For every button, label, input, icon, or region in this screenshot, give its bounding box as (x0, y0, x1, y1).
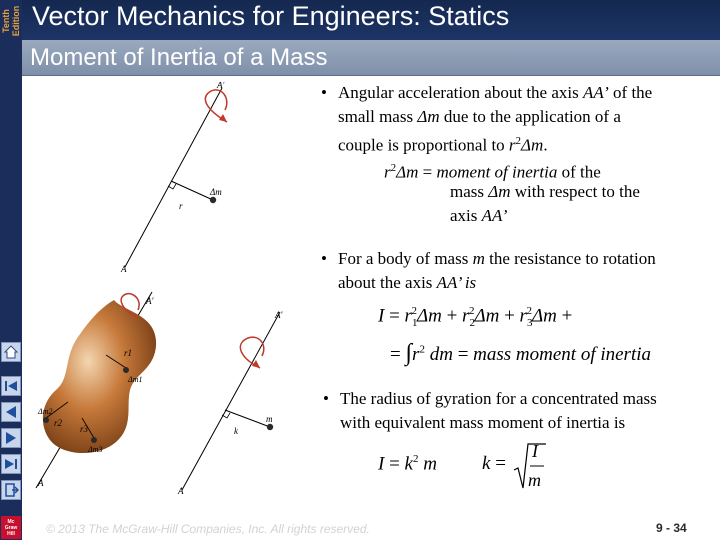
axis-mass-figure (115, 82, 275, 274)
moment-of-inertia-definition: $r^2\Delta m$ = moment of inertia of the (384, 162, 601, 182)
definition-line-3: axis AA’ (450, 206, 508, 225)
next-page-button[interactable] (1, 428, 21, 448)
slide-subtitle: Moment of Inertia of a Mass (30, 44, 328, 71)
home-button[interactable] (1, 342, 21, 362)
m3-label: Δm3 (88, 445, 103, 454)
gyration-figure (176, 310, 296, 496)
gyration-mass-label: m (266, 414, 273, 424)
previous-page-icon (3, 404, 19, 420)
exit-button[interactable] (1, 480, 21, 500)
gyration-denominator: m (528, 470, 541, 490)
body-axis-top-label: A′ (146, 296, 154, 306)
exit-icon (3, 482, 19, 498)
copyright-text: © 2013 The McGraw-Hill Companies, Inc. All rights reserved. (46, 522, 370, 536)
bullet-angular-acceleration: • Angular acceleration about the axis AA’ of the small mass Δm due to the application of a couple is proportional to $r^2\Delta m$. (321, 83, 653, 155)
m2-label: Δm2 (38, 407, 53, 416)
inertia-integral-formula: = $\int r^2$ dm = mass moment of inertia (390, 340, 652, 366)
gyration-axis-top-label: A′ (275, 310, 283, 320)
page-number: 9 - 34 (656, 521, 687, 535)
m1-label: Δm1 (128, 375, 143, 384)
rigid-body-figure (34, 290, 174, 490)
r2-label: r2 (54, 418, 63, 428)
last-page-button[interactable] (1, 454, 21, 474)
axis-top-label: A′ (217, 82, 225, 90)
home-icon (3, 344, 19, 360)
last-page-icon (3, 456, 19, 472)
bullet-radius-of-gyration: • The radius of gyration for a concentrated mass with equivalent mass moment of inertia is (323, 389, 657, 432)
mass-label: Δm (210, 187, 222, 197)
gyration-formula: $I = k^2$ m (378, 453, 437, 475)
gyration-numerator: I (532, 441, 538, 461)
body-axis-bottom-label: A (38, 478, 44, 488)
previous-page-button[interactable] (1, 402, 21, 422)
r1-label: r1 (124, 348, 133, 358)
bullet-resistance-to-rotation: • For a body of mass m the resistance to rotation about the axis AA’ is (321, 249, 656, 292)
radius-label: r (179, 201, 183, 211)
gyration-radius-label: k (234, 426, 238, 436)
axis-bottom-label: A (121, 264, 127, 274)
inertia-sum-formula: $I = r_1^2\Delta m + r_2^2\Delta m + r_3^2\Delta m$ + ⃞ (378, 305, 592, 330)
gyration-axis-bottom-label: A (178, 486, 184, 496)
definition-line-2: mass Δm with respect to the (450, 182, 640, 201)
edition-label: Tenth Edition (1, 5, 21, 37)
mcgraw-hill-logo: Mc Graw Hill (1, 516, 21, 539)
title-bar (22, 0, 720, 40)
gyration-radius-formula: k = (482, 453, 506, 474)
r3-label: r3 (80, 424, 89, 434)
slide-title: Vector Mechanics for Engineers: Statics (32, 1, 510, 31)
first-page-button[interactable] (1, 376, 21, 396)
next-page-icon (3, 430, 19, 446)
first-page-icon (3, 378, 19, 394)
subtitle-bar (22, 40, 720, 76)
